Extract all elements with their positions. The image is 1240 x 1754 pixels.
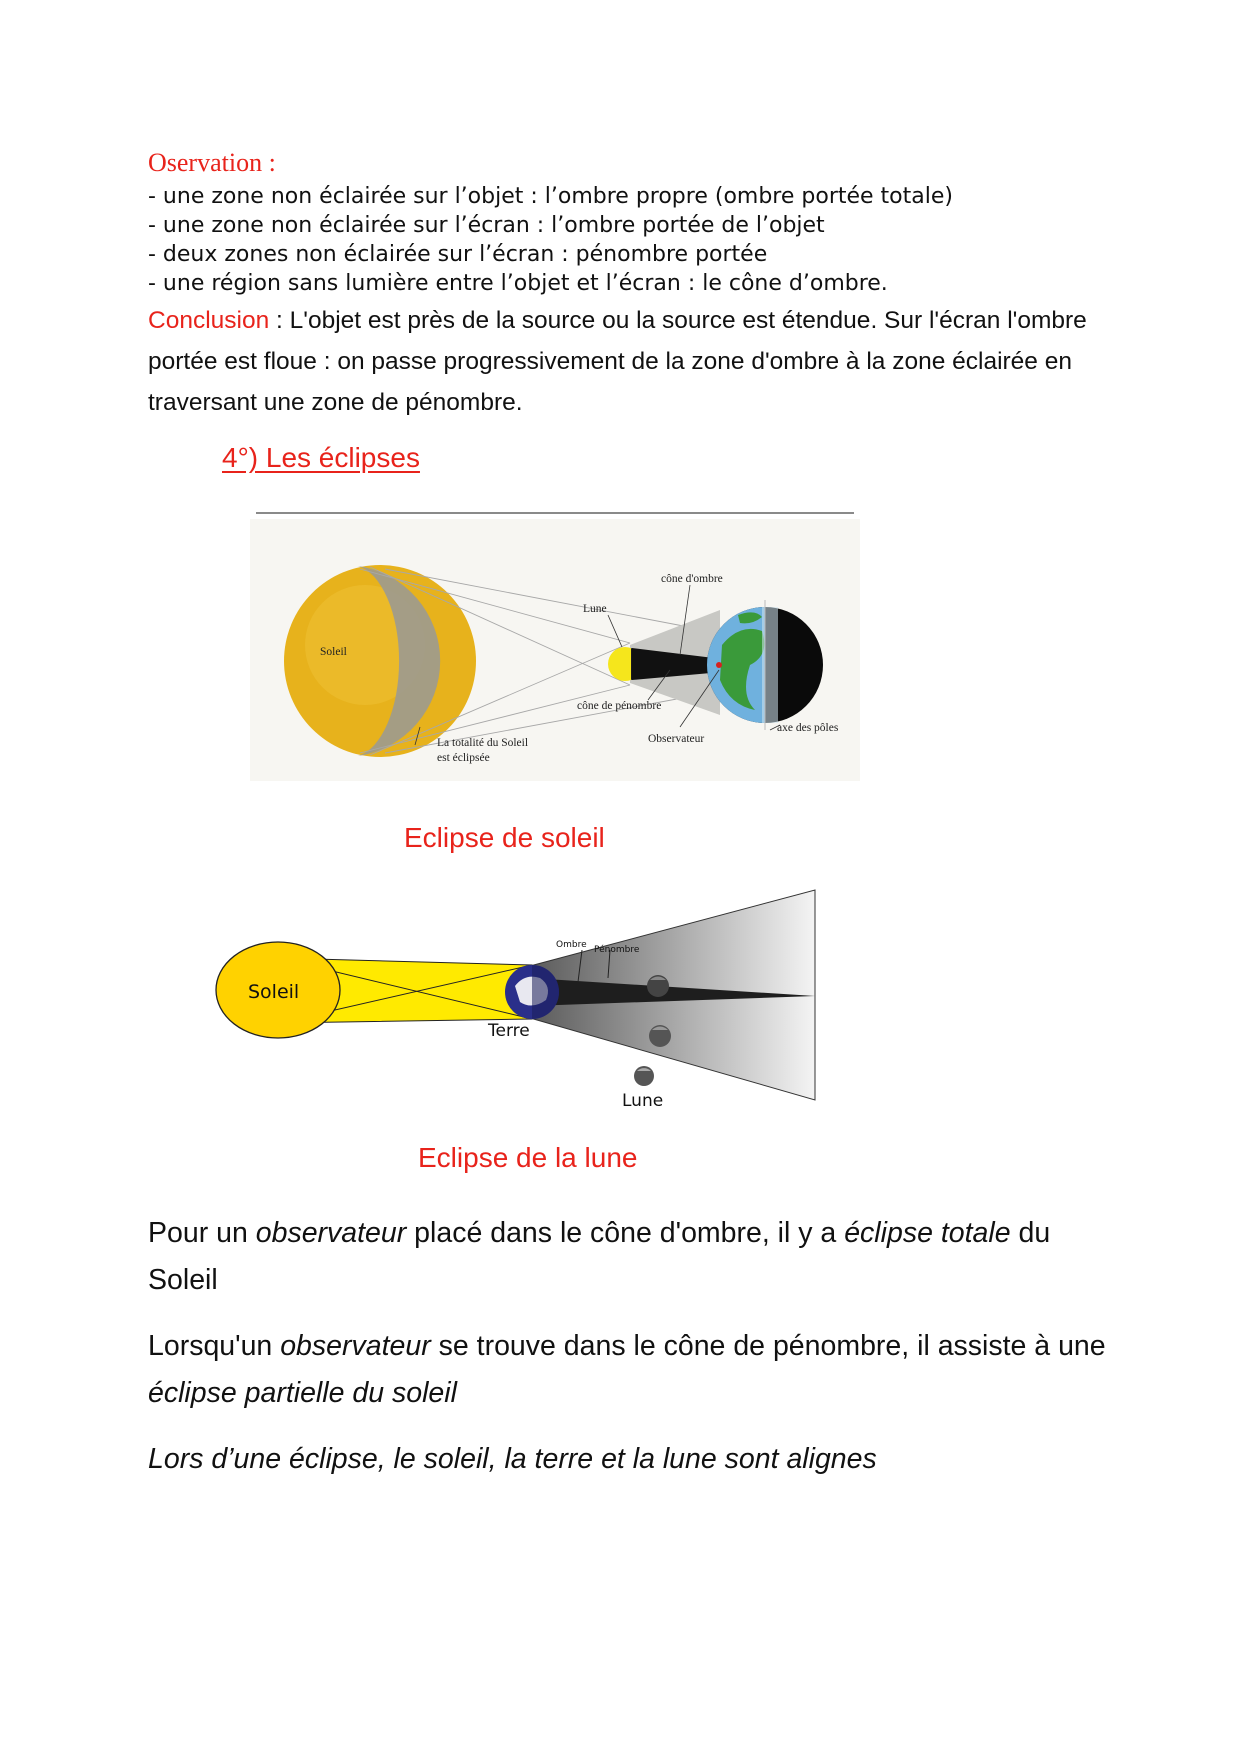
earth-label: Terre [488, 1021, 530, 1041]
conclusion-paragraph [148, 300, 1108, 423]
text-run: se trouve dans le cône de pénombre, il assiste à une [430, 1330, 1106, 1362]
observer-label: Observateur [648, 733, 705, 745]
list-item: - une zone non éclairée sur l’écran : l’ombre portée de l’objet [148, 213, 825, 238]
observation-title: Oservation : [148, 148, 276, 177]
earth-terminator [762, 607, 778, 723]
paragraph-total-eclipse [148, 1210, 1108, 1304]
penumbra-cone-label: cône de pénombre [577, 700, 662, 712]
moon-label: Lune [583, 603, 607, 615]
text-run: Lorsqu'un [148, 1330, 281, 1362]
umbra-label: Ombre [556, 940, 587, 950]
list-item: - deux zones non éclairée sur l’écran : pénombre portée [148, 242, 768, 267]
text-run: du Soleil [148, 1217, 1051, 1296]
text-run: placé dans le cône d'ombre, il y a [406, 1217, 845, 1249]
solar-eclipse-diagram [250, 505, 860, 785]
observation-list [148, 182, 953, 298]
paragraph-partial-eclipse [148, 1323, 1108, 1417]
text-run: Pour un [148, 1217, 256, 1249]
sun-label: Soleil [320, 646, 347, 658]
total-eclipse-label-line1: La totalité du Soleil [437, 737, 529, 749]
text-italic: éclipse partielle du soleil [148, 1377, 457, 1409]
paragraph-alignment [148, 1436, 1108, 1483]
conclusion-label: Conclusion [148, 307, 270, 334]
text-italic: Lors d’une éclipse, le soleil, la terre et la lune sont alignes [148, 1443, 877, 1475]
umbra-cone-label: cône d'ombre [661, 573, 723, 585]
section-heading: 4°) Les éclipses [222, 442, 420, 473]
list-item: - une région sans lumière entre l’objet et l’écran : le cône d’ombre. [148, 271, 888, 296]
text-italic: éclipse totale [844, 1217, 1011, 1249]
conclusion-text: : L'objet est près de la source ou la source est étendue. Sur l'écran l'ombre portée est floue : on passe progressivement de la zone d'ombre à la zone éclairée en traversant une zone de pénombre. [148, 307, 1087, 416]
observer-dot [716, 662, 722, 668]
text-italic: observateur [280, 1330, 431, 1362]
sun-label: Soleil [248, 981, 300, 1003]
pole-axis-label: axe des pôles [777, 722, 839, 734]
solar-eclipse-caption: Eclipse de soleil [404, 822, 605, 853]
lunar-eclipse-caption: Eclipse de la lune [418, 1142, 638, 1173]
lunar-eclipse-diagram [210, 878, 830, 1108]
penumbra-label: Pénombre [594, 945, 640, 955]
list-item: - une zone non éclairée sur l’objet : l’ombre propre (ombre portée totale) [148, 184, 953, 209]
text-italic: observateur [255, 1217, 407, 1249]
moon-label: Lune [622, 1091, 664, 1108]
total-eclipse-label-line2: est éclipsée [437, 752, 490, 764]
